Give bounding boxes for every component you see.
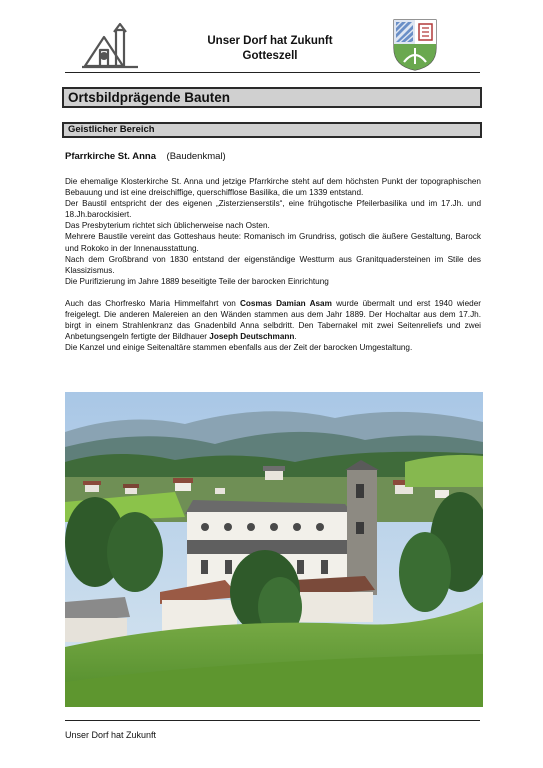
header-title: Unser Dorf hat Zukunft <box>207 35 333 47</box>
church-photo <box>65 392 483 707</box>
paragraph-purification: Die Purifizierung im Jahre 1889 beseitigte Teile der barocken Einrichtung <box>65 276 329 286</box>
church-heading <box>65 151 226 163</box>
paragraph-location: Die ehemalige Klosterkirche St. Anna und jetzige Pfarrkirche steht auf dem höchsten Punkt der topographischen Bebauung und ist eine dreischiffige, querschifflose Basilika, die um 1339 entstand. <box>65 177 481 198</box>
church-name: Pfarrkirche St. Anna <box>65 151 156 162</box>
coat-of-arms-icon <box>392 18 438 72</box>
village-logo-icon <box>80 20 140 72</box>
footer-rule <box>65 720 480 721</box>
sculptor-name: Joseph Deutschmann <box>209 332 295 342</box>
header-subtitle: Gotteszell <box>242 50 298 62</box>
artist-name: Cosmas Damian Asam <box>240 298 332 308</box>
body-text <box>65 176 481 353</box>
paragraph-fresco: Auch das Chorfresko Maria Himmelfahrt von Cosmas Damian Asam wurde übermalt und erst 1940 wieder freigelegt. Die anderen Malereien an den Wänden stammen aus dem Jahr 1889. Der Hochaltar aus dem 17.Jh. birgt in einem Strahlenkranz das Gnadenbild Anna selbdritt. Den Tabernakel mit zwei Seitenreliefs und zwei Anbetungsengeln fertigte der Bildhauer Joseph Deutschmann. <box>65 298 481 342</box>
paragraph-presbyterium: Das Presbyterium richtet sich üblicherweise nach Osten. <box>65 221 270 231</box>
paragraph-style: Der Baustil entspricht der des eigenen „Zisterzienserstils“, eine frühgotische Pfeilerbasilika und im 17.Jh. und 18.Jh.barockisiert. <box>65 199 481 220</box>
section-subtitle: Geistlicher Bereich <box>62 122 482 138</box>
section-title: Ortsbildprägende Bauten <box>62 87 482 108</box>
church-designation: (Baudenkmal) <box>166 151 226 162</box>
footer-text: Unser Dorf hat Zukunft <box>65 730 157 740</box>
paragraph-styles: Mehrere Baustile vereint das Gotteshaus heute: Romanisch im Grundriss, gotisch die äußere Gestaltung, Barock und Rokoko in der Innenausstattung. <box>65 232 481 253</box>
header-rule <box>65 72 480 73</box>
paragraph-tower: Nach dem Großbrand von 1830 entstand der eigenständige Westturm aus Granitquadersteinen im Stile des Klassizismus. <box>65 254 481 275</box>
paragraph-pulpit: Die Kanzel und einige Seitenaltäre stammen ebenfalls aus der Zeit der barocken Umgestaltung. <box>65 343 413 353</box>
